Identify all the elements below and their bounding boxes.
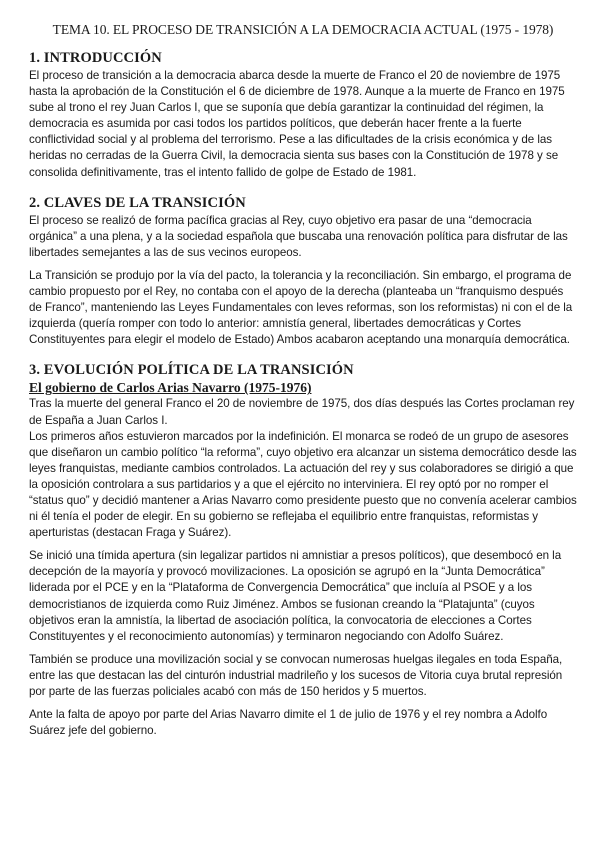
- section-introduccion: [29, 50, 577, 181]
- document-page: [29, 22, 577, 739]
- paragraph-claves-1: El proceso se realizó de forma pacífica gracias al Rey, cuyo objetivo era pasar de una “democracia orgánica” a una plena, y a la sociedad española que buscaba una renovación política para disfrutar de las libertades semejantes a las de sus vecinos europeos.: [29, 213, 568, 259]
- subsection-heading-arias-navarro: El gobierno de Carlos Arias Navarro (1975-1976): [29, 380, 312, 396]
- section-claves: [29, 195, 577, 349]
- section-heading-evolucion: 3. EVOLUCIÓN POLÍTICA DE LA TRANSICIÓN: [29, 362, 354, 379]
- document-title: TEMA 10. EL PROCESO DE TRANSICIÓN A LA DEMOCRACIA ACTUAL (1975 - 1978): [52, 22, 554, 37]
- paragraph-evolucion-3: Se inició una tímida apertura (sin legalizar partidos ni amnistiar a presos políticos), que desembocó en la decepción de la mayoría y provocó movilizaciones. La oposición se agrupó en la “Junta Democrática” liderada por el PCE y en la “Plataforma de Convergencia Democrática” que incluía al PSOE y a los democristianos de izquierda como Ruiz Jiménez. Ambos se fusionan creando la “Platajunta” (cuyos objetivos eran la amnistía, la libertad de asociación política, la convocatoria de elecciones a Cortes Constituyentes y el reconocimiento autonomías) y terminaron negociando con Adolfo Suárez.: [29, 549, 562, 643]
- section-heading-claves: 2. CLAVES DE LA TRANSICIÓN: [29, 194, 246, 211]
- paragraph-evolucion-4: También se produce una movilización social y se convocan numerosas huelgas ilegales en toda España, entre las que destacan las del cinturón industrial madrileño y los sucesos de Vitoria cuya brutal represión por parte de las fuerzas policiales acabó con más de 150 heridos y 5 muertos.: [29, 652, 563, 698]
- paragraph-evolucion-5: Ante la falta de apoyo por parte del Arias Navarro dimite el 1 de julio de 1976 y el rey nombra a Adolfo Suárez jefe del gobierno.: [29, 708, 548, 738]
- section-evolucion: [29, 362, 577, 739]
- paragraph-evolucion-2: Los primeros años estuvieron marcados por la indefinición. El monarca se rodeó de un grupo de asesores que diseñaron un cambio político “la reforma”, cuyo objetivo era alcanzar un sistema democrático desde las leyes franquistas, mediante cambios controlados. La actuación del rey y sus colaboradores se dirigió a que la oposición controlara a sus partidarios y a que el ejército no interviniera. El rey optó por no romper el “status quo” y decidió mantener a Arias Navarro como presidente puesto que no convenía acelerar cambios ni él tenía el poder de elegir. En su gobierno se reflejaba el equilibrio entre franquistas, reformistas y aperturistas (destacan Fraga y Suárez).: [29, 429, 577, 540]
- paragraph-claves-2: La Transición se produjo por la vía del pacto, la tolerancia y la reconciliación. Sin embargo, el programa de cambio propuesto por el Rey, no contaba con el apoyo de la derecha (planteaba un “franquismo después de Franco”, manteniendo las Leyes Fundamentales con leves reformas, son los reformistas) ni con el de la izquierda (quería romper con todo lo anterior: amnistía general, libertades democráticas y Cortes Constituyentes para elegir el modelo de Estado) Ambos acabaron aceptando una monarquía democrática.: [29, 268, 573, 347]
- paragraph-introduccion: El proceso de transición a la democracia abarca desde la muerte de Franco el 20 de noviembre de 1975 hasta la aprobación de la Constitución el 6 de diciembre de 1978. Aunque a la muerte de Franco en 1975 sube al trono el rey Juan Carlos I, que se suponía que debía garantizar la continuidad del régimen, la democracia es asumida por casi todos los partidos políticos, que deberán hacer frente a la fuerte conflictividad social y al problema del terrorismo. Pese a las dificultades de la crisis económica y de las heridas no cerradas de la Guerra Civil, la democracia sienta sus bases con la Constitución de 1978 y se consolida definitivamente, tras el intento fallido de golpe de Estado de 1981.: [29, 69, 565, 179]
- section-heading-introduccion: 1. INTRODUCCIÓN: [29, 50, 162, 66]
- paragraph-evolucion-1: Tras la muerte del general Franco el 20 de noviembre de 1975, dos días después las Cortes proclaman rey de España a Juan Carlos I.: [29, 397, 575, 427]
